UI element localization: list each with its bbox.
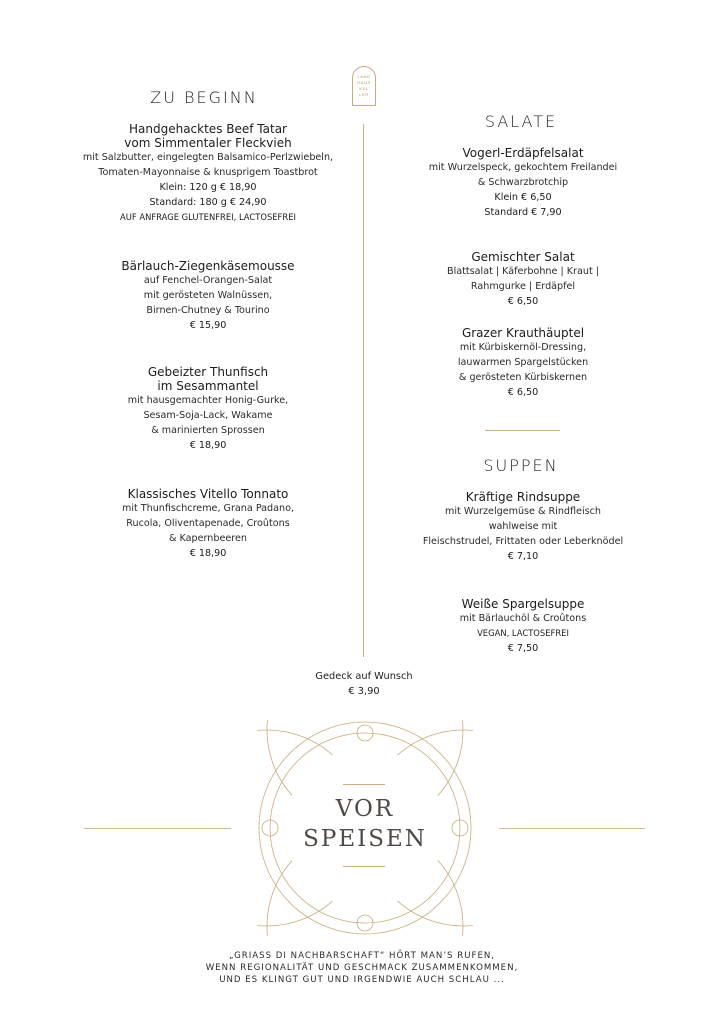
dish-name: Weiße Spargelsuppe [461, 597, 585, 611]
emblem-rule-top [343, 784, 385, 785]
dish-name: Vogerl-Erdäpfelsalat [462, 146, 584, 160]
emblem-line-right [499, 828, 645, 829]
dish-description: mit Thunfischcreme, Grana Padano, [121, 503, 295, 514]
gedeck-price: € 3,90 [348, 686, 380, 697]
dish-price: € 7,10 [507, 551, 539, 562]
dish-name: Gemischter Salat [471, 250, 575, 264]
dish-price: € 18,90 [189, 548, 227, 559]
dish-thunfisch [44, 365, 372, 453]
dish-price: € 7,50 [507, 643, 539, 654]
dish-price: Klein € 6,50 [494, 192, 552, 203]
emblem-line-left [84, 828, 231, 829]
section-divider [485, 430, 560, 431]
dish-description: Birnen-Chutney & Tourino [146, 305, 270, 316]
section-title-zu-beginn: ZU BEGINN [150, 88, 258, 107]
dish-description: mit Wurzelgemüse & Rindfleisch [445, 506, 601, 517]
dish-description: Sesam-Soja-Lack, Wakame [143, 410, 273, 421]
emblem-title-line2: SPEISEN [303, 826, 427, 852]
gedeck-label: Gedeck auf Wunsch [315, 671, 413, 682]
dish-note: AUF ANFRAGE GLUTENFREI, LACTOSEFREI [120, 212, 296, 222]
dish-description: Tomaten-Mayonnaise & knusprigem Toastbrot [98, 167, 318, 178]
dish-name: im Sesammantel [157, 379, 259, 393]
footer-line: UND ES KLINGT GUT UND IRGENDWIE AUCH SCHLAU ... [219, 975, 505, 985]
dish-price: Standard: 180 g € 24,90 [149, 197, 267, 208]
dish-description: Blattsalat | Käferbohne | Kraut | [447, 266, 599, 277]
dish-beef-tatar [44, 122, 372, 225]
dish-description: mit Wurzelspeck, gekochtem Freilandei [428, 162, 618, 173]
dish-name: Gebeizter Thunfisch [147, 365, 269, 379]
section-title-suppen: SUPPEN [483, 456, 559, 475]
logo [352, 66, 376, 106]
dish-description: mit Kürbiskernöl-Dressing, [459, 342, 587, 353]
dish-name: Handgehacktes Beef Tatar [129, 122, 287, 136]
dish-description: & marinierten Sprossen [151, 425, 265, 436]
dish-vitello-tonnato [44, 487, 372, 561]
logo-line: KEL [359, 86, 369, 91]
section-title-salate: SALATE [484, 112, 558, 131]
dish-description: mit Bärlauchöl & Croûtons [459, 613, 587, 624]
dish-weisse-spargelsuppe [388, 597, 658, 656]
dish-description: mit hausgemachter Honig-Gurke, [127, 395, 289, 406]
logo-line: LAND [357, 74, 371, 79]
dish-description: & gerösteten Kürbiskernen [458, 372, 588, 383]
dish-price: Standard € 7,90 [484, 207, 562, 218]
dish-price: € 18,90 [189, 440, 227, 451]
emblem-rule-bottom [343, 866, 385, 867]
dish-name: Bärlauch-Ziegenkäsemousse [121, 259, 295, 273]
dish-description: Fleischstrudel, Frittaten oder Leberknödel [422, 536, 624, 547]
dish-baerlauch-mousse [44, 259, 372, 333]
dish-description: mit Salzbutter, eingelegten Balsamico-Perlzwiebeln, [82, 152, 334, 163]
dish-description: & Kapernbeeren [169, 533, 247, 544]
dish-description: Rahmgurke | Erdäpfel [470, 281, 576, 292]
emblem-title-line1: VOR [335, 796, 395, 822]
dish-kraeftige-rindsuppe [388, 490, 658, 564]
dish-price: Klein: 120 g € 18,90 [159, 182, 257, 193]
dish-price: € 6,50 [507, 296, 539, 307]
footer-line: „GRIASS DI NACHBARSCHAFT“ HÖRT MAN’S RUFEN, [228, 951, 496, 961]
dish-description: lauwarmen Spargelstücken [457, 357, 589, 368]
dish-name: Klassisches Vitello Tonnato [127, 487, 289, 501]
dish-gemischter-salat [388, 250, 658, 309]
footer-line: WENN REGIONALITÄT UND GESCHMACK ZUSAMMENKOMMEN, [205, 963, 519, 973]
logo-line: HAUS [357, 80, 371, 85]
dish-grazer-krauthaeuptel [388, 326, 658, 400]
dish-price: € 15,90 [189, 320, 227, 331]
footer-tagline [112, 950, 612, 986]
dish-description: Rucola, Oliventapenade, Croûtons [126, 518, 290, 529]
dish-name: vom Simmentaler Fleckvieh [124, 136, 292, 150]
dish-description: mit gerösteten Walnüssen, [143, 290, 273, 301]
dish-name: Kräftige Rindsuppe [465, 490, 581, 504]
gedeck-info [264, 669, 464, 699]
dish-description: auf Fenchel-Orangen-Salat [143, 275, 273, 286]
dish-description: & Schwarzbrotchip [477, 177, 569, 188]
dish-vogerl-erdaepfelsalat [388, 146, 658, 220]
dish-price: € 6,50 [507, 387, 539, 398]
dish-name: Grazer Krauthäuptel [461, 326, 585, 340]
dish-description: wahlweise mit [488, 521, 558, 532]
logo-line: LER [359, 92, 369, 97]
dish-note: VEGAN, LACTOSEFREI [477, 628, 569, 638]
